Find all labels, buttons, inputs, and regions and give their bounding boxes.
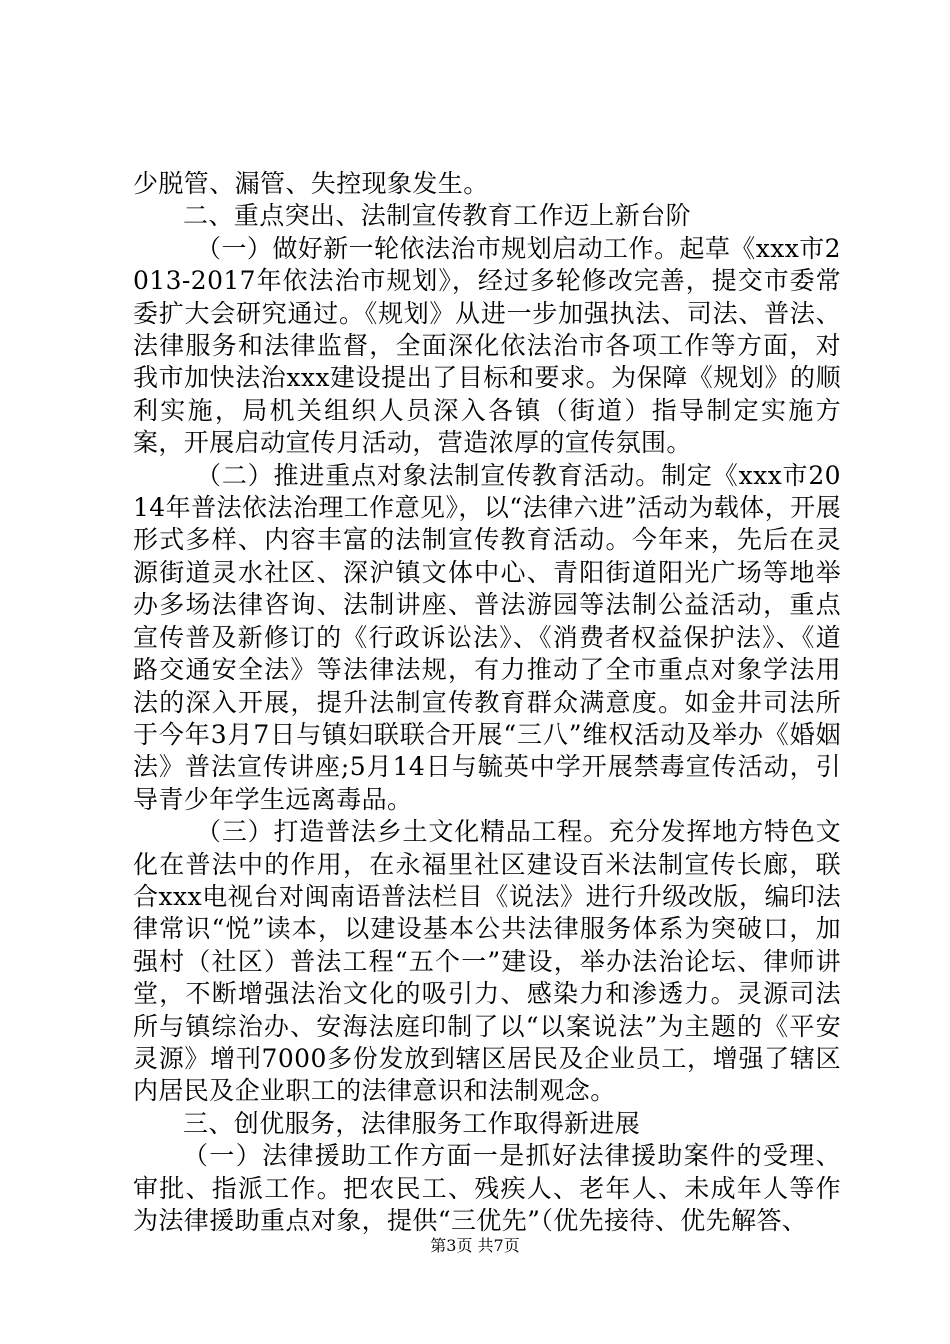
section-heading-2: 二、重点突出、法制宣传教育工作迈上新台阶 — [183, 201, 692, 231]
section-heading-3: 三、创优服务，法律服务工作取得新进展 — [183, 1108, 641, 1138]
paragraph-2-2: （二）推进重点对象法制宣传教育活动。制定《xxx市2014年普法依法治理工作意见》，以“法律六进”活动为载体，开展形式多样、内容丰富的法制宣传教育活动。今年来，先后在灵源街道灵水社区、深沪镇文体中心、青阳街道阳光广场等地举办多场法律咨询、法制讲座、普法游园等法制公益活动，重点宣传普及新修订的《行政诉讼法》、《消费者权益保护法》、《道路交通安全法》等法律法规，有力推动了全市重点对象学法用法的深入开展，提升法制宣传教育群众满意度。如金井司法所于今年3月7日与镇妇联联合开展“三八”维权活动及举办《婚姻法》普法宣传讲座;5月14日与毓英中学开展禁毒宣传活动，引导青少年学生远离毒品。 — [133, 460, 841, 814]
page-number: 第3页 共7页 — [430, 1236, 520, 1255]
page-footer — [0, 1236, 950, 1256]
paragraph-2-1: （一）做好新一轮依法治市规划启动工作。起草《xxx市2013-2017年依法治市规划》，经过多轮修改完善，提交市委常委扩大会研究通过。《规划》从进一步加强执法、司法、普法、法律服务和法律监督，全面深化依法治市各项工作等方面，对我市加快法治xxx建设提出了目标和要求。为保障《规划》的顺利实施，局机关组织人员深入各镇（街道）指导制定实施方案，开展启动宣传月活动，营造浓厚的宣传氛围。 — [133, 233, 841, 458]
paragraph-continuation: 少脱管、漏管、失控现象发生。 — [133, 169, 489, 198]
paragraph-2-3: （三）打造普法乡土文化精品工程。充分发挥地方特色文化在普法中的作用，在永福里社区建设百米法制宣传长廊，联合xxx电视台对闽南语普法栏目《说法》进行升级改版，编印法律常识“悦”读本，以建设基本公共法律服务体系为突破口，加强村（社区）普法工程“五个一”建设，举办法治论坛、律师讲堂，不断增强法治文化的吸引力、感染力和渗透力。灵源司法所与镇综治办、安海法庭印制了以“以案说法”为主题的《平安灵源》增刊7000多份发放到辖区居民及企业员工，增强了辖区内居民及企业职工的法律意识和法制观念。 — [133, 817, 841, 1106]
paragraph-3-1: （一）法律援助工作方面一是抓好法律援助案件的受理、审批、指派工作。把农民工、残疾人、老年人、未成年人等作为法律援助重点对象，提供“三优先”（优先接待、优先解答、 — [133, 1141, 841, 1235]
document-body — [133, 168, 841, 1237]
